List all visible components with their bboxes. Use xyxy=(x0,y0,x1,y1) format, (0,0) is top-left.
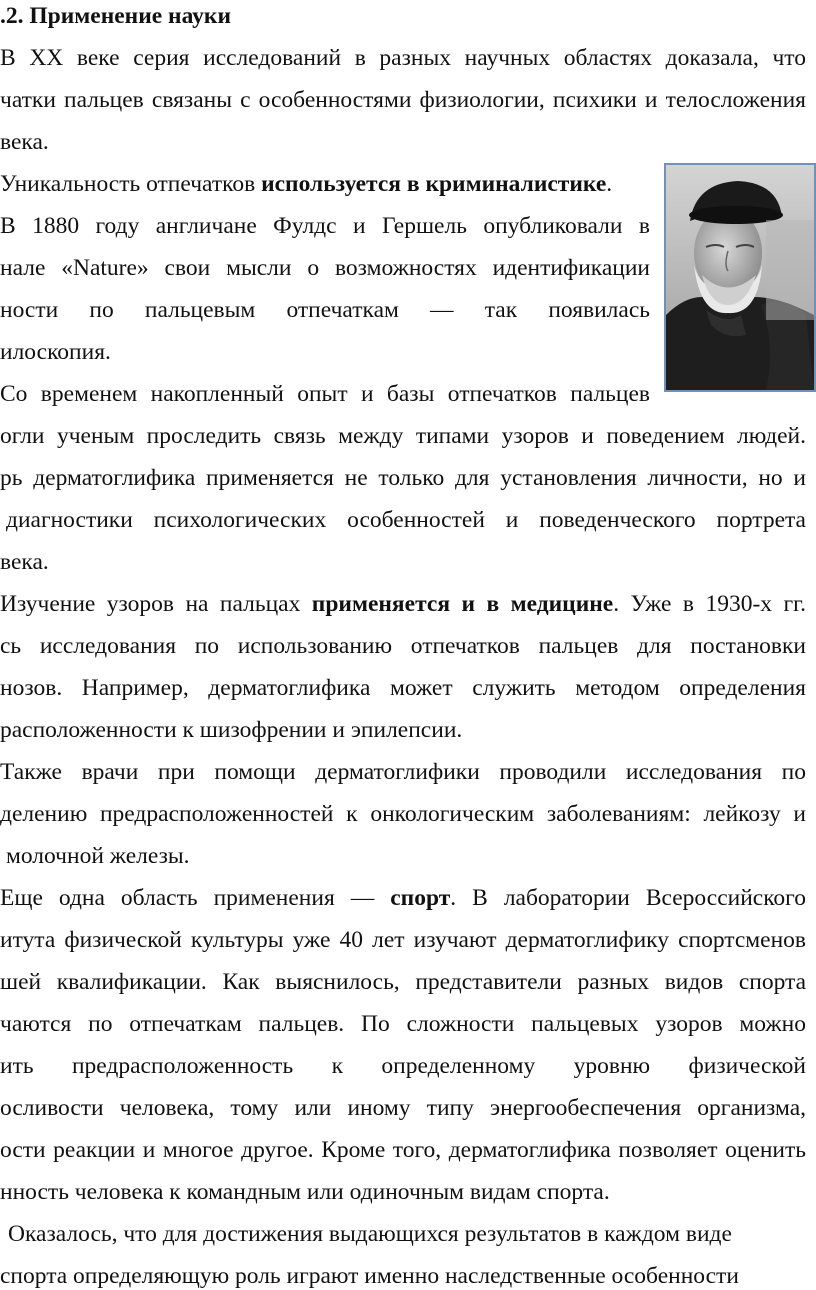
emphasis-criminalistics: используется в криминалистике xyxy=(261,171,607,197)
text-line xyxy=(0,170,612,198)
text-line: рь дерматоглифика применяется не только для установления личности, но и xyxy=(0,465,806,491)
text-line: нность человека к командным или одиночным видам спорта. xyxy=(0,1179,610,1205)
text-segment: . Уже в 1930-х гг. xyxy=(613,591,806,617)
text-line: В 1880 году англичане Фулдс и Гершель опубликовали в xyxy=(0,213,650,239)
text-line: века. xyxy=(0,549,49,575)
text-segment: Еще одна область применения — xyxy=(0,885,391,911)
text-line: осливости человека, тому или иному типу энергообеспечения организма, xyxy=(0,1095,806,1121)
text-segment: . В лаборатории Всероссийского xyxy=(450,885,806,911)
emphasis-sport: спорт xyxy=(390,885,451,911)
text-line: Со временем накопленный опыт и базы отпечатков пальцев xyxy=(0,381,650,407)
text-line: нозов. Например, дерматоглифика может служить методом определения xyxy=(0,675,806,701)
emphasis-medicine: применяется и в медицине xyxy=(311,591,614,617)
text-line: ности по пальцевым отпечаткам — так появилась xyxy=(0,297,650,323)
text-line xyxy=(0,884,806,912)
portrait-image xyxy=(666,165,814,390)
text-line: Оказалось, что для достижения выдающихся результатов в каждом виде xyxy=(8,1221,732,1247)
text-line: сь исследования по использованию отпечатков пальцев для постановки xyxy=(0,633,806,659)
text-line xyxy=(0,590,806,618)
text-line: илоскопия. xyxy=(0,339,111,365)
text-line: шей квалификации. Как выяснилось, представители разных видов спорта xyxy=(0,969,806,995)
text-line: чатки пальцев связаны с особенностями физиологии, психики и телосложения xyxy=(0,87,806,113)
text-line: Также врачи при помощи дерматоглифики проводили исследования по xyxy=(0,759,806,785)
text-line: расположенности к шизофрении и эпилепсии. xyxy=(0,717,463,743)
text-line: делению предрасположенностей к онкологическим заболеваниям: лейкозу и xyxy=(0,801,806,827)
text-segment: . xyxy=(606,171,613,197)
portrait-photo xyxy=(664,163,816,392)
text-line: огли ученым проследить связь между типами узоров и поведением людей. xyxy=(0,423,806,449)
section-heading-text: .2. Применение науки xyxy=(0,3,231,29)
text-line: чаются по отпечаткам пальцев. По сложности пальцевых узоров можно xyxy=(0,1011,806,1037)
text-segment: Уникальность отпечатков xyxy=(0,171,262,197)
text-line: ости реакции и многое другое. Кроме того, дерматоглифика позволяет оценить xyxy=(0,1137,806,1163)
section-heading xyxy=(0,2,231,30)
text-line: нале «Nature» свои мысли о возможностях идентификации xyxy=(0,255,650,281)
text-segment: Изучение узоров на пальцах xyxy=(0,591,312,617)
text-line: итута физической культуры уже 40 лет изучают дерматоглифику спортсменов xyxy=(0,927,806,953)
text-line: века. xyxy=(0,129,49,155)
text-line: молочной железы. xyxy=(6,843,190,869)
text-line: диагностики психологических особенностей и поведенческого портрета xyxy=(6,507,806,533)
text-line: В XX веке серия исследований в разных научных областях доказала, что xyxy=(0,45,806,71)
text-line: спорта определяющую роль играют именно наследственные особенности xyxy=(0,1263,739,1289)
text-line: ить предрасположенность к определенному уровню физической xyxy=(0,1053,806,1079)
